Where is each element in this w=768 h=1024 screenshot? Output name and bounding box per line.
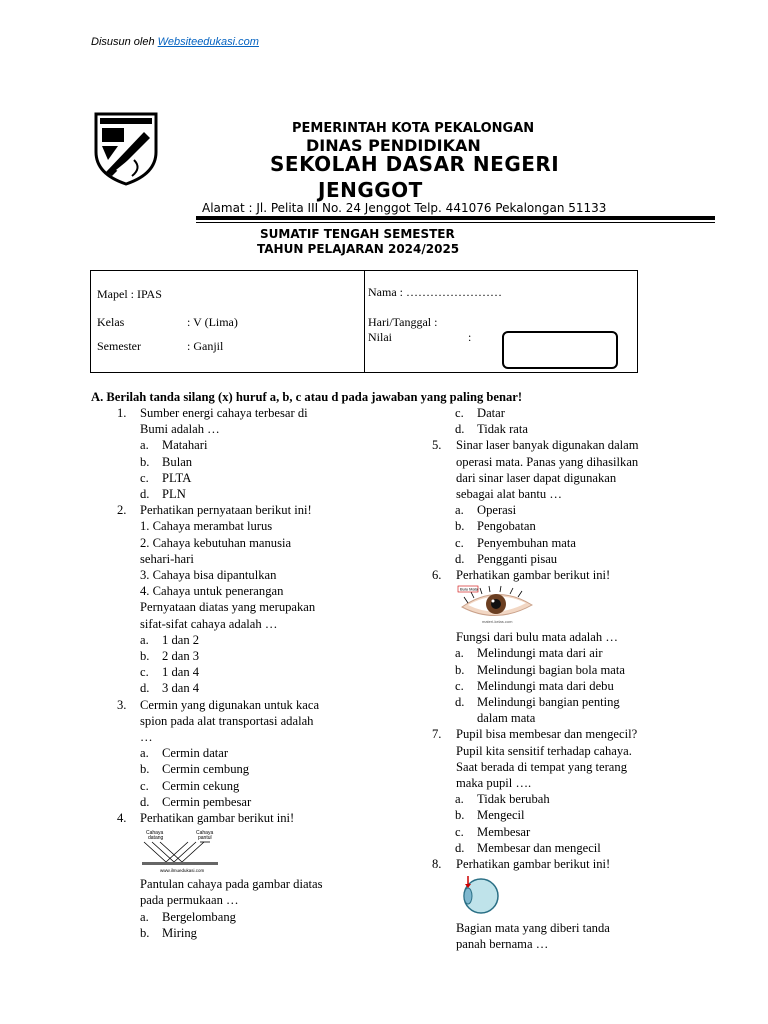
answer-option: 3 dan 4 xyxy=(162,681,200,696)
answer-option: Datar xyxy=(477,406,505,420)
option-letter: a. xyxy=(140,632,149,647)
kelas-value: : V (Lima) xyxy=(187,315,238,329)
mirror-surface xyxy=(142,862,218,865)
option-letter: b. xyxy=(140,454,150,469)
answer-option: Pengobatan xyxy=(477,519,536,534)
school-address: Alamat : Jl. Pelita III No. 24 Jenggot Telp. 441076 Pekalongan 51133 xyxy=(202,201,607,215)
image-caption: www.ilmuedukasi.com xyxy=(160,868,205,874)
question-text: dari sinar laser dapat digunakan xyxy=(456,470,617,485)
school-name-line2: JENGGOT xyxy=(318,178,423,202)
exam-title: SUMATIF TENGAH SEMESTER xyxy=(260,227,455,241)
option-letter: b. xyxy=(455,662,465,677)
nilai-colon: : xyxy=(468,330,472,344)
question-text: sifat-sifat cahaya adalah … xyxy=(140,616,278,631)
header-rule-thick xyxy=(196,216,715,220)
option-letter: b. xyxy=(140,649,150,663)
option-letter: d. xyxy=(455,695,465,709)
option-letter: d. xyxy=(455,422,465,437)
question-number: 7. xyxy=(432,727,442,742)
answer-option: Melindungi mata dari debu xyxy=(477,678,614,693)
info-box-divider xyxy=(364,270,365,373)
option-letter: c. xyxy=(140,778,149,793)
question-number: 3. xyxy=(117,697,127,712)
option-letter: a. xyxy=(455,792,464,807)
kelas-label: Kelas xyxy=(97,315,125,329)
score-box xyxy=(502,331,618,369)
question-number: 4. xyxy=(117,811,127,825)
option-letter: d. xyxy=(140,487,150,501)
section-a-instruction: A. Berilah tanda silang (x) huruf a, b, c atau d pada jawaban yang paling benar! xyxy=(91,390,523,404)
eyeball-cross-section-picture xyxy=(456,874,506,916)
answer-option: Pengganti pisau xyxy=(477,551,558,566)
answer-option: Membesar dan mengecil xyxy=(477,840,601,855)
option-letter: c. xyxy=(455,678,464,693)
option-letter: d. xyxy=(455,840,465,855)
answer-option: Tidak berubah xyxy=(477,792,550,807)
answer-option: Cermin pembesar xyxy=(162,794,252,809)
answer-option: Bulan xyxy=(162,454,193,469)
answer-option: Melindungi bangian penting xyxy=(477,695,620,709)
question-text: 1. Cahaya merambat lurus xyxy=(140,519,273,534)
question-text: Pernyataan diatas yang merupakan xyxy=(140,600,316,615)
answer-option: Melindungi bagian bola mata xyxy=(477,662,625,677)
answer-option: PLN xyxy=(162,487,186,501)
question-text: Perhatikan gambar berikut ini! xyxy=(140,811,295,825)
question-text: Sumber energi cahaya terbesar di xyxy=(140,406,308,420)
reflected-light-label: Cahaya xyxy=(196,830,214,837)
option-letter: a. xyxy=(140,438,149,453)
credit-line xyxy=(91,36,259,48)
question-number: 5. xyxy=(432,438,442,453)
option-letter: a. xyxy=(140,909,149,924)
incoming-light-label: Cahaya xyxy=(146,830,164,837)
question-text: Pantulan cahaya pada gambar diatas xyxy=(140,877,323,892)
option-letter: c. xyxy=(455,535,464,550)
answer-option: Cermin cekung xyxy=(162,778,240,793)
question-text: Bumi adalah … xyxy=(140,422,220,437)
question-text: sehari-hari xyxy=(140,551,194,566)
option-letter: b. xyxy=(140,925,150,940)
question-number: 8. xyxy=(432,857,442,871)
incoming-light-label: datang xyxy=(148,835,164,842)
answer-option: PLTA xyxy=(162,470,192,485)
question-text: pada permukaan … xyxy=(140,893,239,908)
question-number: 1. xyxy=(117,406,127,420)
answer-option: dalam mata xyxy=(477,711,536,726)
answer-option: 2 dan 3 xyxy=(162,649,200,663)
question-text: 3. Cahaya bisa dipantulkan xyxy=(140,568,277,582)
question-text: operasi mata. Panas yang dihasilkan xyxy=(456,454,639,469)
gov-name: PEMERINTAH KOTA PEKALONGAN xyxy=(292,121,535,136)
header-rule-thin xyxy=(196,222,715,223)
answer-option: Matahari xyxy=(162,438,208,453)
question-text: spion pada alat transportasi adalah xyxy=(140,713,314,728)
question-text: Sinar laser banyak digunakan dalam xyxy=(456,438,639,453)
question-text: 4. Cahaya untuk penerangan xyxy=(140,584,284,599)
credit-prefix: Disusun oleh xyxy=(91,36,158,48)
image-caption: materi-kelas.com xyxy=(482,619,513,625)
dept-name: DINAS PENDIDIKAN xyxy=(306,136,481,155)
mapel-field: Mapel : IPAS xyxy=(97,287,162,301)
answer-option: Tidak rata xyxy=(477,422,528,437)
answer-option: Melindungi mata dari air xyxy=(477,646,603,661)
question-text: Pupil kita sensitif terhadap cahaya. xyxy=(456,743,632,758)
question-text: … xyxy=(140,730,153,744)
option-letter: a. xyxy=(455,503,464,518)
mirror-figure xyxy=(140,828,220,879)
nilai-label: Nilai xyxy=(368,330,392,344)
answer-option: Membesar xyxy=(477,824,531,839)
exam-year: TAHUN PELAJARAN 2024/2025 xyxy=(257,242,460,256)
option-letter: d. xyxy=(455,551,465,566)
eye-picture xyxy=(456,585,536,625)
answer-option: Cermin cembung xyxy=(162,762,250,777)
option-letter: c. xyxy=(455,824,464,839)
question-text: Perhatikan pernyataan berikut ini! xyxy=(140,503,312,518)
answer-option: Bergelombang xyxy=(162,909,236,924)
question-text: 2. Cahaya kebutuhan manusia xyxy=(140,535,292,550)
option-letter: d. xyxy=(140,794,150,809)
semester-label: Semester xyxy=(97,339,141,353)
question-text: Fungsi dari bulu mata adalah … xyxy=(456,630,618,645)
eye-part-label: Bulu Mata xyxy=(460,586,479,592)
reflected-light-label: pantul xyxy=(198,835,212,842)
question-text: Saat berada di tempat yang terang xyxy=(456,759,627,774)
question-text: Pupil bisa membesar dan mengecil? xyxy=(456,727,638,742)
hari-tanggal-field[interactable]: Hari/Tanggal : xyxy=(368,315,438,329)
answer-option: Cermin datar xyxy=(162,746,229,761)
school-name: SEKOLAH DASAR NEGERI xyxy=(270,152,560,176)
option-letter: d. xyxy=(140,681,150,696)
question-number: 6. xyxy=(432,568,442,582)
question-text: Cermin yang digunakan untuk kaca xyxy=(140,697,320,712)
school-logo xyxy=(94,112,158,186)
answer-option: Operasi xyxy=(477,503,517,518)
option-letter: b. xyxy=(455,808,465,823)
option-letter: a. xyxy=(455,646,464,661)
question-text: maka pupil …. xyxy=(456,776,532,790)
question-text: panah bernama … xyxy=(456,937,549,952)
answer-option: Mengecil xyxy=(477,808,525,823)
option-letter: c. xyxy=(455,406,464,420)
option-letter: c. xyxy=(140,470,149,485)
question-text: Perhatikan gambar berikut ini! xyxy=(456,857,611,871)
answer-option: 1 dan 2 xyxy=(162,632,200,647)
option-letter: b. xyxy=(455,519,465,534)
answer-option: Penyembuhan mata xyxy=(477,535,576,550)
option-letter: a. xyxy=(140,746,149,761)
reflection-diagram xyxy=(140,828,220,874)
answer-option: 1 dan 4 xyxy=(162,665,200,680)
option-letter: c. xyxy=(140,665,149,680)
question-number: 2. xyxy=(117,503,127,518)
question-text: sebagai alat bantu … xyxy=(456,487,562,501)
option-letter: b. xyxy=(140,762,150,777)
question-text: Bagian mata yang diberi tanda xyxy=(456,921,610,936)
eyeball-figure xyxy=(456,874,506,921)
eye-figure xyxy=(456,585,536,630)
semester-value: : Ganjil xyxy=(187,339,224,353)
answer-option: Miring xyxy=(162,925,197,940)
credit-link[interactable]: Websiteedukasi.com xyxy=(157,36,259,48)
question-text: Perhatikan gambar berikut ini! xyxy=(456,568,611,582)
nama-field[interactable]: Nama : …………………… xyxy=(368,285,502,299)
